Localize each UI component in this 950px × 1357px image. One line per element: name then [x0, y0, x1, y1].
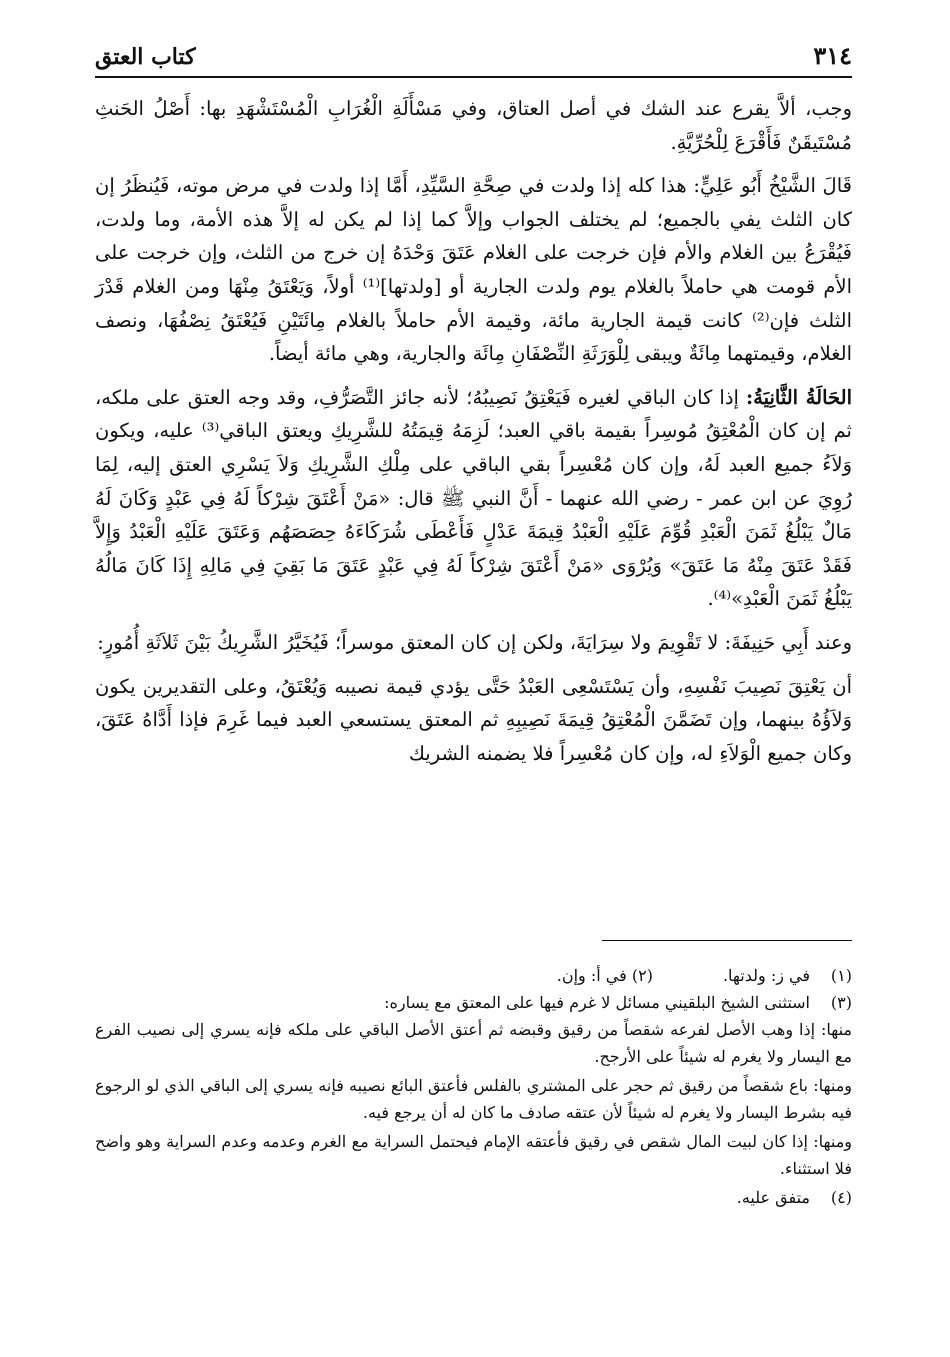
footnote-number: (٣)	[830, 993, 852, 1012]
footnote-4-text: متفق عليه.	[736, 1188, 810, 1207]
footnotes	[95, 962, 852, 1211]
paragraph-5: أن يَعْتِقَ نَصِيبَ نَفْسِهِ، وأن يَسْتَسْعِى العَبْدُ حَتَّى يؤدي قيمة نصيبه وَيُعْتَقُ، وعلى التقديرين يكون وَلاَؤُهُ بينهما، وإن تَضَمَّنَ الْمُعْتِقُ قِيمَةَ نَصِيبِهِ ثم المعتق يستسعي العبد فيما غَرِمَ فإذا أَدَّاهُ عَتَقَ، وكان جميع الْوَلاَءِ له، وإن كان مُعْسِراً فلا يضمنه الشريك	[95, 674, 852, 765]
footnote-4	[95, 1184, 852, 1211]
section-heading: الحَالَةُ الثَّانِيَةُ:	[745, 385, 852, 409]
footnote-2-text: (٢) في أ: وإن.	[556, 966, 653, 985]
footnote-3	[95, 989, 852, 1016]
footnote-1-2	[95, 962, 852, 989]
paragraph-2: قَالَ الشَّيْخُ أَبُو عَلِيٍّ: هذا كله إذا ولدت في صِحَّةِ السَّيِّدِ، أَمَّا إذا ولدت في مرض موته، فَيُنظَرُ إن كان الثلث يفي بالجميع؛ لم يختلف الجواب وإلاَّ كما إذا لم يكن له إلاَّ هذه الأمة، وما ولدت، فَيُقْرَعُ بين الغلام والأم فإن خرجت على الغلام عَتَقَ وَحْدَهُ إن خرج من الثلث، وإن خرجت على الأم قومت هي حاملاً بالغلام يوم ولدت الجارية أو [ولدتها]⁽¹⁾ أولاً، وَيَعْتَقُ مِنْهَا ومن الغلام قَدْرَ الثلث فإن⁽²⁾ كانت قيمة الجارية مائة، وقيمة الأم حاملاً بالغلام مِائَتَيْنِ فَيُعْتَقُ نِصْفُهَا، ونصف الغلام، وقيمتهما مِائَةٌ ويبقى لِلْوَرَثَةِ النِّصْفَانِ مِائَة والجارية، وهي مائة أيضاً.	[95, 174, 853, 366]
main-text	[95, 92, 852, 780]
footnote-3-item-a: منها: إذا وهب الأصل لفرعه شقصاً من رقيق وقبضه ثم أعتق الأصل الباقي على ملكه فإنه يسري إلى نصيب الفرع مع اليسار ولا يغرم له شيئاً على الأرجح.	[95, 1020, 852, 1066]
footnote-1-text: في ز: ولدتها.	[722, 966, 810, 985]
paragraph-4: وعند أَبِي حَنِيفَةَ: لا تَقْوِيمَ ولا سِرَايَةَ، ولكن إن كان المعتق موسراً؛ فَيُخَيَّرُ الشَّرِيكُ بَيْنَ ثَلاَثَةِ أُمُورٍ:	[97, 630, 852, 654]
footnote-3-item-c: ومنها: إذا كان لبيت المال شقص في رقيق فأعتقه الإمام فيحتمل السراية مع الغرم وعدمه وعدم السراية وهو واضح فلا استثناء.	[95, 1132, 853, 1178]
footnote-3-item-b: ومنها: باع شقصاً من رقيق ثم حجر على المشتري بالفلس فأعتق البائع نصيبه فإنه يسري إلى الباقي الذي لو الرجوع فيه بشرط اليسار ولا يغرم له شيئاً لأن عتقه صادف ما كان له أن يرجع فيه.	[95, 1076, 852, 1122]
footnote-3-text: استثنى الشيخ البلقيني مسائل لا غرم فيها على المعتق مع يساره:	[384, 993, 810, 1012]
footnote-number: (١)	[830, 966, 852, 985]
paragraph-1: وجب، ألاَّ يقرع عند الشك في أصل العتاق، وفي مَسْأَلَةِ الْغُرَابِ الْمُسْتَشْهَدِ بها: أَصْلُ الحَنثِ مُسْتَيقَنٌ فَأَقْرَعَ لِلْحُرِّيَّةِ.	[95, 97, 852, 154]
section-intro: إذا كان الباقي لغيره فَيَعْتِقُ نَصِيبُهُ؛ لأنه جائز التَّصَرُّفِ، وقد وجه	[237, 385, 739, 409]
page-number: ٣١٤	[813, 41, 852, 70]
paragraph-3: العتق على ملكه، ثم إن كان الْمُعْتِقُ مُوسِراً بقيمة باقي العبد؛ لَزِمَهُ قِيمَتُهُ للشَّرِيكِ ويعتق الباقي⁽³⁾ عليه، ويكون وَلاَءُ جميع العبد لَهُ، وإن كان مُعْسِراً بقي الباقي على مِلْكِ الشَّرِيكِ وَلاَ يَسْرِي العتق إليه، لِمَا رُوِيَ عن ابن عمر - رضي الله عنهما - أَنَّ النبي ﷺ قال: «مَنْ أَعْتَقَ شِرْكاً لَهُ فِي عَبْدٍ وَكَانَ لَهُ مَالٌ يَبْلُغُ ثَمَنَ الْعَبْدِ قُوِّمَ عَلَيْهِ الْعَبْدُ قِيمَةَ عَدْلٍ فَأَعْطَى شُرَكَاءَهُ حِصَصَهُم وَعَتَقَ عَلَيْهِ الْعَبْدُ وَإِلاَّ فَقَدْ عَتَقَ مِنْهُ مَا عَتَقَ» وَيُرْوَى «مَنْ أَعْتَقَ شِرْكاً لَهُ فِي عَبْدٍ عَتَقَ مَا بَقِيَ فِي مَالِهِ إِذَا كَانَ مَالُهُ يَبْلُغُ ثَمَنَ الْعَبْدِ»⁽⁴⁾.	[95, 385, 852, 611]
footnote-divider	[602, 940, 852, 941]
chapter-title: كتاب العتق	[95, 44, 196, 70]
footnote-number: (٤)	[830, 1188, 852, 1207]
section-two	[95, 381, 852, 616]
running-header	[95, 30, 852, 78]
